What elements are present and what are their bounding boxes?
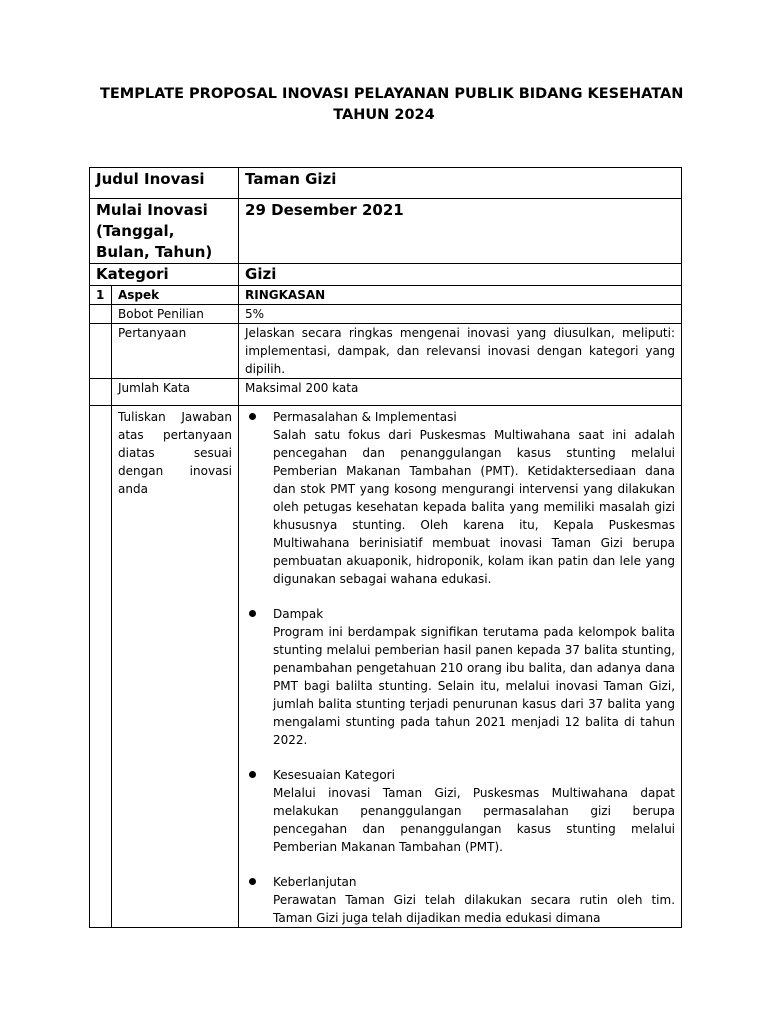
bobot-number-cell <box>90 305 112 324</box>
section-heading: Kesesuaian Kategori <box>273 768 395 782</box>
mulai-value: 29 Desember 2021 <box>239 199 682 264</box>
pertanyaan-row <box>90 324 682 379</box>
document-title <box>100 84 684 126</box>
section-permasalahan <box>245 408 675 588</box>
section-body: Melalui inovasi Taman Gizi, Puskesmas Multiwahana dapat melakukan penanggulangan permasalahan gizi berupa pencegahan dan penanggulangan kasus stunting melalui Pemberian Makanan Tambahan (PMT). <box>273 786 676 854</box>
section-dampak <box>245 605 675 749</box>
bobot-value: 5% <box>239 305 682 324</box>
aspek-value: RINGKASAN <box>239 286 682 305</box>
aspek-number: 1 <box>90 286 112 305</box>
proposal-table <box>89 167 682 928</box>
aspek-label: Aspek <box>112 286 239 305</box>
section-body: Perawatan Taman Gizi telah dilakukan secara rutin oleh tim. Taman Gizi juga telah dijadikan media edukasi dimana <box>273 893 676 925</box>
jumlah-value: Maksimal 200 kata <box>239 379 682 406</box>
aspek-row <box>90 286 682 305</box>
bullet-icon <box>249 413 256 420</box>
section-heading: Dampak <box>273 607 324 621</box>
judul-row <box>90 168 682 199</box>
jumlah-number-cell <box>90 379 112 406</box>
section-keberlanjutan <box>245 873 675 927</box>
bobot-row <box>90 305 682 324</box>
pertanyaan-value: Jelaskan secara ringkas mengenai inovasi yang diusulkan, meliputi: implementasi, dampak, dan relevansi inovasi dengan kategori yang dipilih. <box>239 324 682 379</box>
bullet-icon <box>249 610 256 617</box>
judul-label: Judul Inovasi <box>90 168 239 199</box>
pertanyaan-label: Pertanyaan <box>112 324 239 379</box>
jumlah-label: Jumlah Kata <box>112 379 239 406</box>
section-body: Program ini berdampak signifikan terutama pada kelompok balita stunting melalui pemberian hasil panen kepada 37 balita stunting, penambahan pengetahuan 210 orang ibu balita, dan adanya dana PMT bagi balilta stunting. Selain itu, melalui inovasi Taman Gizi, jumlah balita stunting terjadi penurunan kasus dari 37 balita yang mengalami stunting pada tahun 2021 menjadi 12 balita di tahun 2022. <box>273 625 676 747</box>
bobot-label: Bobot Penilian <box>112 305 239 324</box>
bullet-icon <box>249 771 256 778</box>
jawaban-content <box>239 406 682 928</box>
kategori-label: Kategori <box>90 264 239 286</box>
document-title-line-2: TAHUN 2024 <box>333 107 435 123</box>
jawaban-number-cell <box>90 406 112 928</box>
judul-value: Taman Gizi <box>239 168 682 199</box>
kategori-row <box>90 264 682 286</box>
section-body: Salah satu fokus dari Puskesmas Multiwahana saat ini adalah pencegahan dan penanggulangan kasus stunting melalui Pemberian Makanan Tambahan (PMT). Ketidaktersediaan dana dan stok PMT yang kosong mengurangi intervensi yang dilakukan oleh petugas kesehatan kepada balita yang memiliki masalah gizi khususnya stunting. Oleh karena itu, Kepala Puskesmas Multiwahana berinisiatif membuat inovasi Taman Gizi berupa pembuatan akuaponik, hidroponik, kolam ikan patin dan lele yang digunakan sebagai wahana edukasi. <box>273 428 676 586</box>
section-heading: Permasalahan & Implementasi <box>273 410 457 424</box>
mulai-label: Mulai Inovasi (Tanggal, Bulan, Tahun) <box>90 199 239 264</box>
jawaban-label: Tuliskan Jawaban atas pertanyaan diatas sesuai dengan inovasi anda <box>112 406 239 928</box>
jumlah-row <box>90 379 682 406</box>
document-title-line-1: TEMPLATE PROPOSAL INOVASI PELAYANAN PUBLIK BIDANG KESEHATAN <box>100 86 684 102</box>
section-kesesuaian <box>245 766 675 856</box>
mulai-row <box>90 199 682 264</box>
section-heading: Keberlanjutan <box>273 875 357 889</box>
jawaban-row <box>90 406 682 928</box>
kategori-value: Gizi <box>239 264 682 286</box>
bullet-icon <box>249 878 256 885</box>
pertanyaan-number-cell <box>90 324 112 379</box>
